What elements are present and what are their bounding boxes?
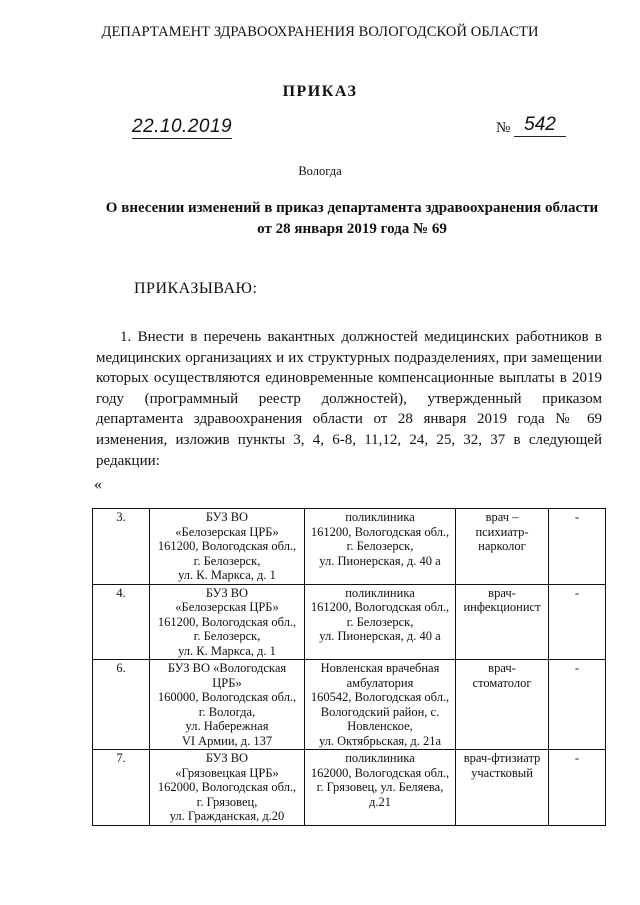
row-number: 4. xyxy=(116,585,126,600)
unit-line: поликлиника xyxy=(345,751,415,765)
org-line: 161200, Вологодская обл., xyxy=(157,614,297,629)
unit-line: поликлиника xyxy=(345,585,415,600)
unit-line: ул. Пионерская, д. 40 а xyxy=(319,553,441,568)
org-line: г. Вологда, xyxy=(198,704,256,719)
unit-line: г. Грязовец, ул. Беляева, xyxy=(316,780,444,794)
order-number-label: № xyxy=(496,120,511,136)
positions-table xyxy=(92,508,606,826)
unit-line: 160542, Вологодская обл., xyxy=(310,690,450,704)
paragraph-1 xyxy=(96,327,602,471)
row-number-cell xyxy=(93,509,150,585)
org-line: БУЗ ВО xyxy=(205,585,249,600)
row-number-cell xyxy=(93,584,150,660)
org-line: г. Белозерск, xyxy=(193,629,261,643)
organization-cell xyxy=(150,584,305,660)
unit-line: г. Белозерск, xyxy=(346,614,414,629)
position-line: инфекционист xyxy=(463,600,541,614)
position-line: участковый xyxy=(471,765,533,780)
unit-line: амбулатория xyxy=(346,675,414,690)
department-header: ДЕПАРТАМЕНТ ЗДРАВООХРАНЕНИЯ ВОЛОГОДСКОЙ ОБЛАСТИ xyxy=(101,24,539,40)
org-line: «Грязовецкая ЦРБ» xyxy=(175,765,279,780)
extra-value: - xyxy=(574,661,580,675)
extra-cell xyxy=(549,584,606,660)
position-line: психиатр- xyxy=(475,524,529,539)
org-line: ул. Набережная xyxy=(185,719,269,733)
org-line: ул. Гражданская, д.20 xyxy=(169,809,285,823)
extra-value: - xyxy=(574,751,580,765)
position-line: стоматолог xyxy=(472,675,532,690)
row-number-cell xyxy=(93,750,150,826)
order-number: 542 xyxy=(514,114,566,137)
org-line: БУЗ ВО xyxy=(205,510,249,524)
position-line: врач – xyxy=(485,510,519,524)
table-row xyxy=(93,584,606,660)
unit-line: г. Белозерск, xyxy=(346,539,414,553)
org-line: «Белозерская ЦРБ» xyxy=(175,524,279,539)
order-title: ПРИКАЗ xyxy=(282,83,358,100)
org-line: ЦРБ» xyxy=(212,675,242,690)
org-line: 162000, Вологодская обл., xyxy=(157,780,297,794)
row-number: 3. xyxy=(116,510,126,524)
org-line: БУЗ ВО «Вологодская xyxy=(167,661,287,675)
unit-line: Вологодский район, с. xyxy=(320,704,440,719)
position-line: врач-фтизиатр xyxy=(463,751,541,765)
org-line: ул. К. Маркса, д. 1 xyxy=(178,643,276,658)
unit-line: 161200, Вологодская обл., xyxy=(310,600,450,614)
unit-line: 162000, Вологодская обл., xyxy=(310,765,450,780)
organization-cell xyxy=(150,509,305,585)
row-number-cell xyxy=(93,660,150,750)
table-row xyxy=(93,509,606,585)
position-line: врач- xyxy=(488,661,516,675)
organization-cell xyxy=(150,660,305,750)
unit-line: 161200, Вологодская обл., xyxy=(310,524,450,539)
position-line: врач- xyxy=(488,585,516,600)
row-number: 6. xyxy=(116,661,126,675)
organization-cell xyxy=(150,750,305,826)
org-line: VI Армии, д. 137 xyxy=(181,733,273,748)
positions-table-body xyxy=(93,509,606,826)
position-cell xyxy=(456,660,549,750)
subject-line-1: О внесении изменений в приказ департамента здравоохранения области xyxy=(105,200,599,216)
subdivision-cell xyxy=(305,584,456,660)
position-line: нарколог xyxy=(478,539,526,553)
unit-line: Новленская врачебная xyxy=(320,661,440,675)
subdivision-cell xyxy=(305,509,456,585)
order-date: 22.10.2019 xyxy=(132,116,233,137)
table-row xyxy=(93,750,606,826)
org-line: г. Белозерск, xyxy=(193,553,261,568)
extra-value: - xyxy=(574,510,580,524)
org-line: г. Грязовец, xyxy=(196,794,258,809)
paragraph-1-text: 1. Внести в перечень вакантных должностей медицинских работников в медицинских организациях и их структурных подразделениях, при замещении которых осуществляются единовременные компенсационные выплаты в 2019 году (программный реестр должностей), утвержденный приказом департамента здравоохранения области от 28 января 2019 года № 69 изменения, изложив пункты 3, 4, 6-8, 11,12, 24, 25, 32, 37 в следующей редакции: xyxy=(96,329,602,469)
org-line: 161200, Вологодская обл., xyxy=(157,539,297,553)
position-cell xyxy=(456,509,549,585)
position-cell xyxy=(456,750,549,826)
org-line: ул. К. Маркса, д. 1 xyxy=(178,568,276,582)
order-word: ПРИКАЗЫВАЮ: xyxy=(134,280,258,297)
position-cell xyxy=(456,584,549,660)
unit-line: Новленское, xyxy=(347,719,413,733)
unit-line: ул. Пионерская, д. 40 а xyxy=(319,629,441,643)
org-line: 160000, Вологодская обл., xyxy=(157,690,297,704)
extra-cell xyxy=(549,660,606,750)
row-number: 7. xyxy=(116,751,126,765)
unit-line: д.21 xyxy=(369,794,391,809)
extra-cell xyxy=(549,509,606,585)
table-row xyxy=(93,660,606,750)
extra-cell xyxy=(549,750,606,826)
org-line: «Белозерская ЦРБ» xyxy=(175,600,279,614)
subdivision-cell xyxy=(305,750,456,826)
subject-line-2: от 28 января 2019 года № 69 xyxy=(257,221,447,237)
subdivision-cell xyxy=(305,660,456,750)
org-line: БУЗ ВО xyxy=(205,751,249,765)
unit-line: поликлиника xyxy=(345,510,415,524)
quote-mark: « xyxy=(94,476,102,493)
unit-line: ул. Октябрьская, д. 21а xyxy=(318,733,442,748)
extra-value: - xyxy=(574,585,580,600)
city: Вологда xyxy=(298,164,342,178)
order-subject xyxy=(92,198,612,240)
